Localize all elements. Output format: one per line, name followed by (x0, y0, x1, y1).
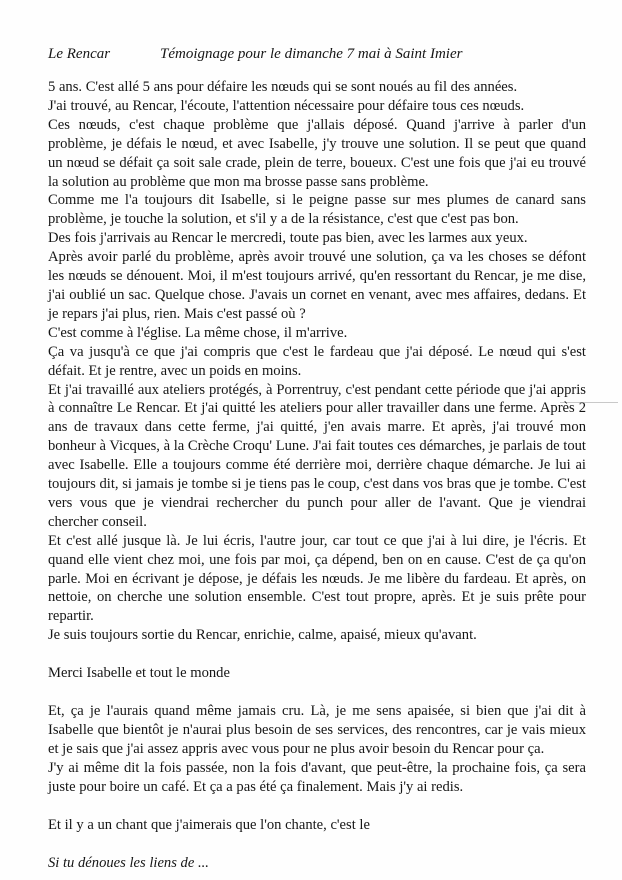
paragraph: Comme me l'a toujours dit Isabelle, si le peigne passe sur mes plumes de canard sans problème, je touche la solution, et s'il y a de la résistance, c'est que c'est pas bon. (48, 192, 586, 228)
paragraph: Ça va jusqu'à ce que j'ai compris que c'est le fardeau que j'ai déposé. Le nœud qui s'est défait. Et je rentre, avec un poids en moins. (48, 343, 586, 379)
thanks-line: Merci Isabelle et tout le monde (48, 665, 230, 682)
paragraph: C'est comme à l'église. La même chose, il m'arrive. (48, 324, 348, 341)
paragraph: Après avoir parlé du problème, après avoir trouvé une solution, ça va les choses se défont les nœuds se dénouent. Moi, il m'est toujours arrivé, qu'en ressortant du Rencar, je me dise, j'ai oublié un sac. Quelque chose. J'avais un cornet en venant, avec mes affaires, dedans. Et je repars j'ai plus, rien. Mais c'est passé où ? (48, 249, 586, 322)
header-organization: Le Rencar (48, 46, 111, 62)
paragraph: Et il y a un chant que j'aimerais que l'on chante, c'est le (48, 816, 370, 833)
paragraph: Je suis toujours sortie du Rencar, enrichie, calme, apaisé, mieux qu'avant. (48, 627, 477, 644)
paragraph: Et, ça je l'aurais quand même jamais cru. Là, je me sens apaisée, si bien que j'ai dit à Isabelle que bientôt je n'aurai plus besoin de ses services, des rencontres, car je vais mieux et je sais que j'ai assez appris avec vous pour ne plus avoir besoin du Rencar pour ça. (48, 703, 586, 757)
paragraph: 5 ans. C'est allé 5 ans pour défaire les nœuds qui se sont noués au fil des années. (48, 79, 518, 95)
testimony-body (48, 78, 586, 872)
header-title: Témoignage pour le dimanche 7 mai à Saint Imier (160, 46, 463, 62)
paragraph: Et c'est allé jusque là. Je lui écris, l'autre jour, car tout ce que j'ai à lui dire, je l'écris. Et quand elle vient chez moi, une fois par moi, ça dépend, ben on en cause. C'est de ça qu'on parle. Moi en écrivant je dépose, je défais les nœuds. Je me libère du fardeau. Et après, on nettoie, on cherche une solution ensemble. C'est tout propre, après. Et je suis prête pour repartir. (48, 532, 586, 625)
paragraph-gap (48, 645, 586, 664)
paragraph: J'y ai même dit la fois passée, non la fois d'avant, que peut-être, la prochaine fois, ça sera juste pour boire un café. Et ça a pas été ça finalement. Mais j'y ai redis. (48, 759, 586, 795)
paragraph: J'ai trouvé, au Rencar, l'écoute, l'attention nécessaire pour défaire tous ces nœuds. (48, 97, 525, 114)
song-title: Si tu dénoues les liens de ... (48, 854, 209, 871)
paragraph-gap (48, 683, 586, 702)
paragraph: Et j'ai travaillé aux ateliers protégés, à Porrentruy, c'est pendant cette période que j'ai appris à connaître Le Rencar. Et j'ai quitté les ateliers pour aller travailler dans une ferme. Après 2 ans de travaux dans cette ferme, j'ai quitté, j'en avais marre. Et après, j'ai trouvé mon bonheur à Vicques, à la Crèche Croqu' Lune. J'ai fait toutes ces démarches, je parlais de tout avec Isabelle. Elle a toujours comme été derrière moi, derrière chaque démarche. Je lui ai toujours dit, si jamais je tombe si je tiens pas le coup, c'est dans vos bras que je tombe. C'est vers vous que je viendrai rechercher du punch pour aller de l'avant. Que je viendrai chercher conseil. (48, 381, 586, 530)
paragraph: Des fois j'arrivais au Rencar le mercredi, toute pas bien, avec les larmes aux yeux. (48, 230, 528, 247)
paragraph-gap (48, 797, 586, 816)
paragraph: Ces nœuds, c'est chaque problème que j'allais déposé. Quand j'arrive à parler d'un problème, je défais le nœud, et avec Isabelle, j'y trouve une solution. Il se peut que quand un nœud se défait ça soit sale crade, plein de terre, boueux. C'est une fois que j'ai eu trouvé la solution au problème que mon ma brosse passe sans problème. (48, 116, 586, 190)
paragraph-gap (48, 835, 586, 854)
